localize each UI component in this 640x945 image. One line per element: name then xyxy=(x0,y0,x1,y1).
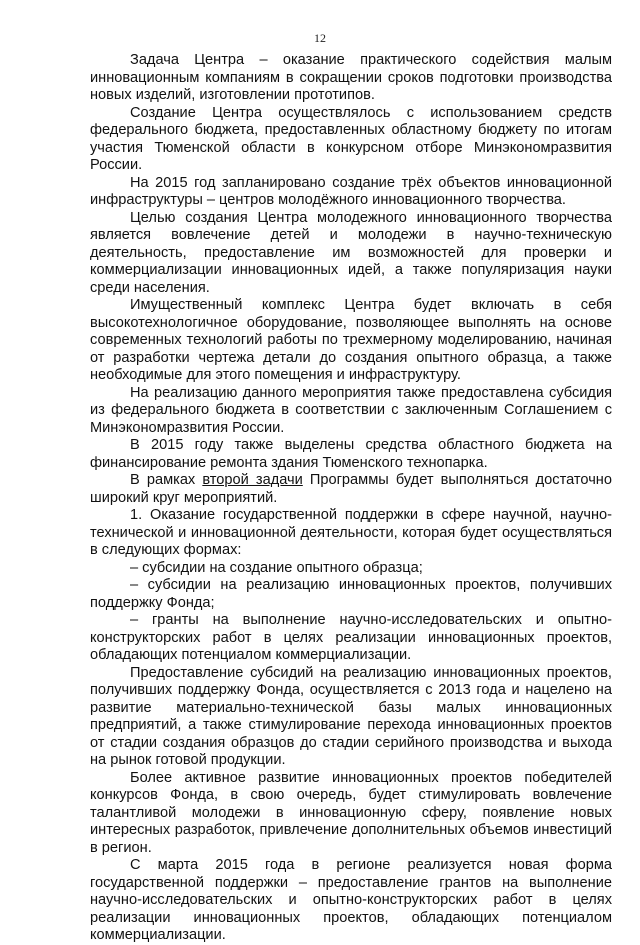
task-paragraph-after: Программы будет выполняться достаточно широкий круг мероприятий. xyxy=(90,472,612,506)
paragraph: 1. Оказание государственной поддержки в сфере научной, научно-технической и инновационной деятельности, которая будет осуществляться в следующих формах: xyxy=(90,507,612,558)
paragraph: В 2015 году также выделены средства областного бюджета на финансирование ремонта здания Тюменского технопарка. xyxy=(90,437,612,471)
page-number: 12 xyxy=(314,31,326,45)
paragraph: На реализацию данного мероприятия также предоставлена субсидия из федерального бюджета в соответствии с заключенным Соглашением с Минэкономразвития России. xyxy=(90,384,612,436)
list-item: – субсидии на реализацию инновационных проектов, получивших поддержку Фонда; xyxy=(90,577,612,611)
paragraph: Более активное развитие инновационных проектов победителей конкурсов Фонда, в свою очередь, будет стимулировать вовлечение талантливой молодежи в инновационную сферу, появление новых интересных разработок, привлечение дополнительных объемов инвестиций в регион. xyxy=(90,769,612,856)
paragraph: Целью создания Центра молодежного инновационного творчества является вовлечение детей и молодежи в научно-техническую деятельность, предоставление им возможностей для проверки и коммерциализации инновационных идей, а также популяризация науки среди населения. xyxy=(90,209,612,296)
paragraph: Задача Центра – оказание практического содействия малым инновационным компаниям в сокращении сроков подготовки производства новых изделий, изготовлении прототипов. xyxy=(90,52,612,103)
paragraph: На 2015 год запланировано создание трёх объектов инновационной инфраструктуры – центров молодёжного инновационного творчества. xyxy=(90,174,612,208)
paragraph: Имущественный комплекс Центра будет включать в себя высокотехнологичное оборудование, позволяющее выполнять на основе современных технологий работы по трехмерному моделированию, начиная от разработки чертежа детали до создания опытного образца, а также необходимые для этого помещения и инфраструктуру. xyxy=(90,297,612,383)
paragraph: С марта 2015 года в регионе реализуется новая форма государственной поддержки – предоставление грантов на выполнение научно-исследовательских и опытно-конструкторских работ в целях реализации инновационных проектов, обладающих потенциалом коммерциализации. xyxy=(90,857,612,943)
paragraph: Предоставление субсидий на реализацию инновационных проектов, получивших поддержку Фонда, осуществляется с 2013 года и нацелено на развитие материально-технической базы малых инновационных предприятий, а также стимулирование перехода инновационных проектов от стадии создания образцов до стадии серийного производства и выхода на рынок готовой продукции. xyxy=(90,664,612,768)
document-body xyxy=(90,52,612,945)
second-task-link[interactable]: второй задачи xyxy=(202,472,303,488)
list-item: – гранты на выполнение научно-исследовательских и опытно-конструкторских работ в целях реализации инновационных проектов, обладающих потенциалом коммерциализации. xyxy=(90,612,612,663)
list-item: – субсидии на создание опытного образца; xyxy=(130,559,423,576)
paragraph: Создание Центра осуществлялось с использованием средств федерального бюджета, предоставленных областному бюджету по итогам участия Тюменской области в конкурсном отборе Минэкономразвития России. xyxy=(90,104,612,173)
task-paragraph xyxy=(90,472,612,507)
task-paragraph-before: В рамках xyxy=(130,472,203,488)
